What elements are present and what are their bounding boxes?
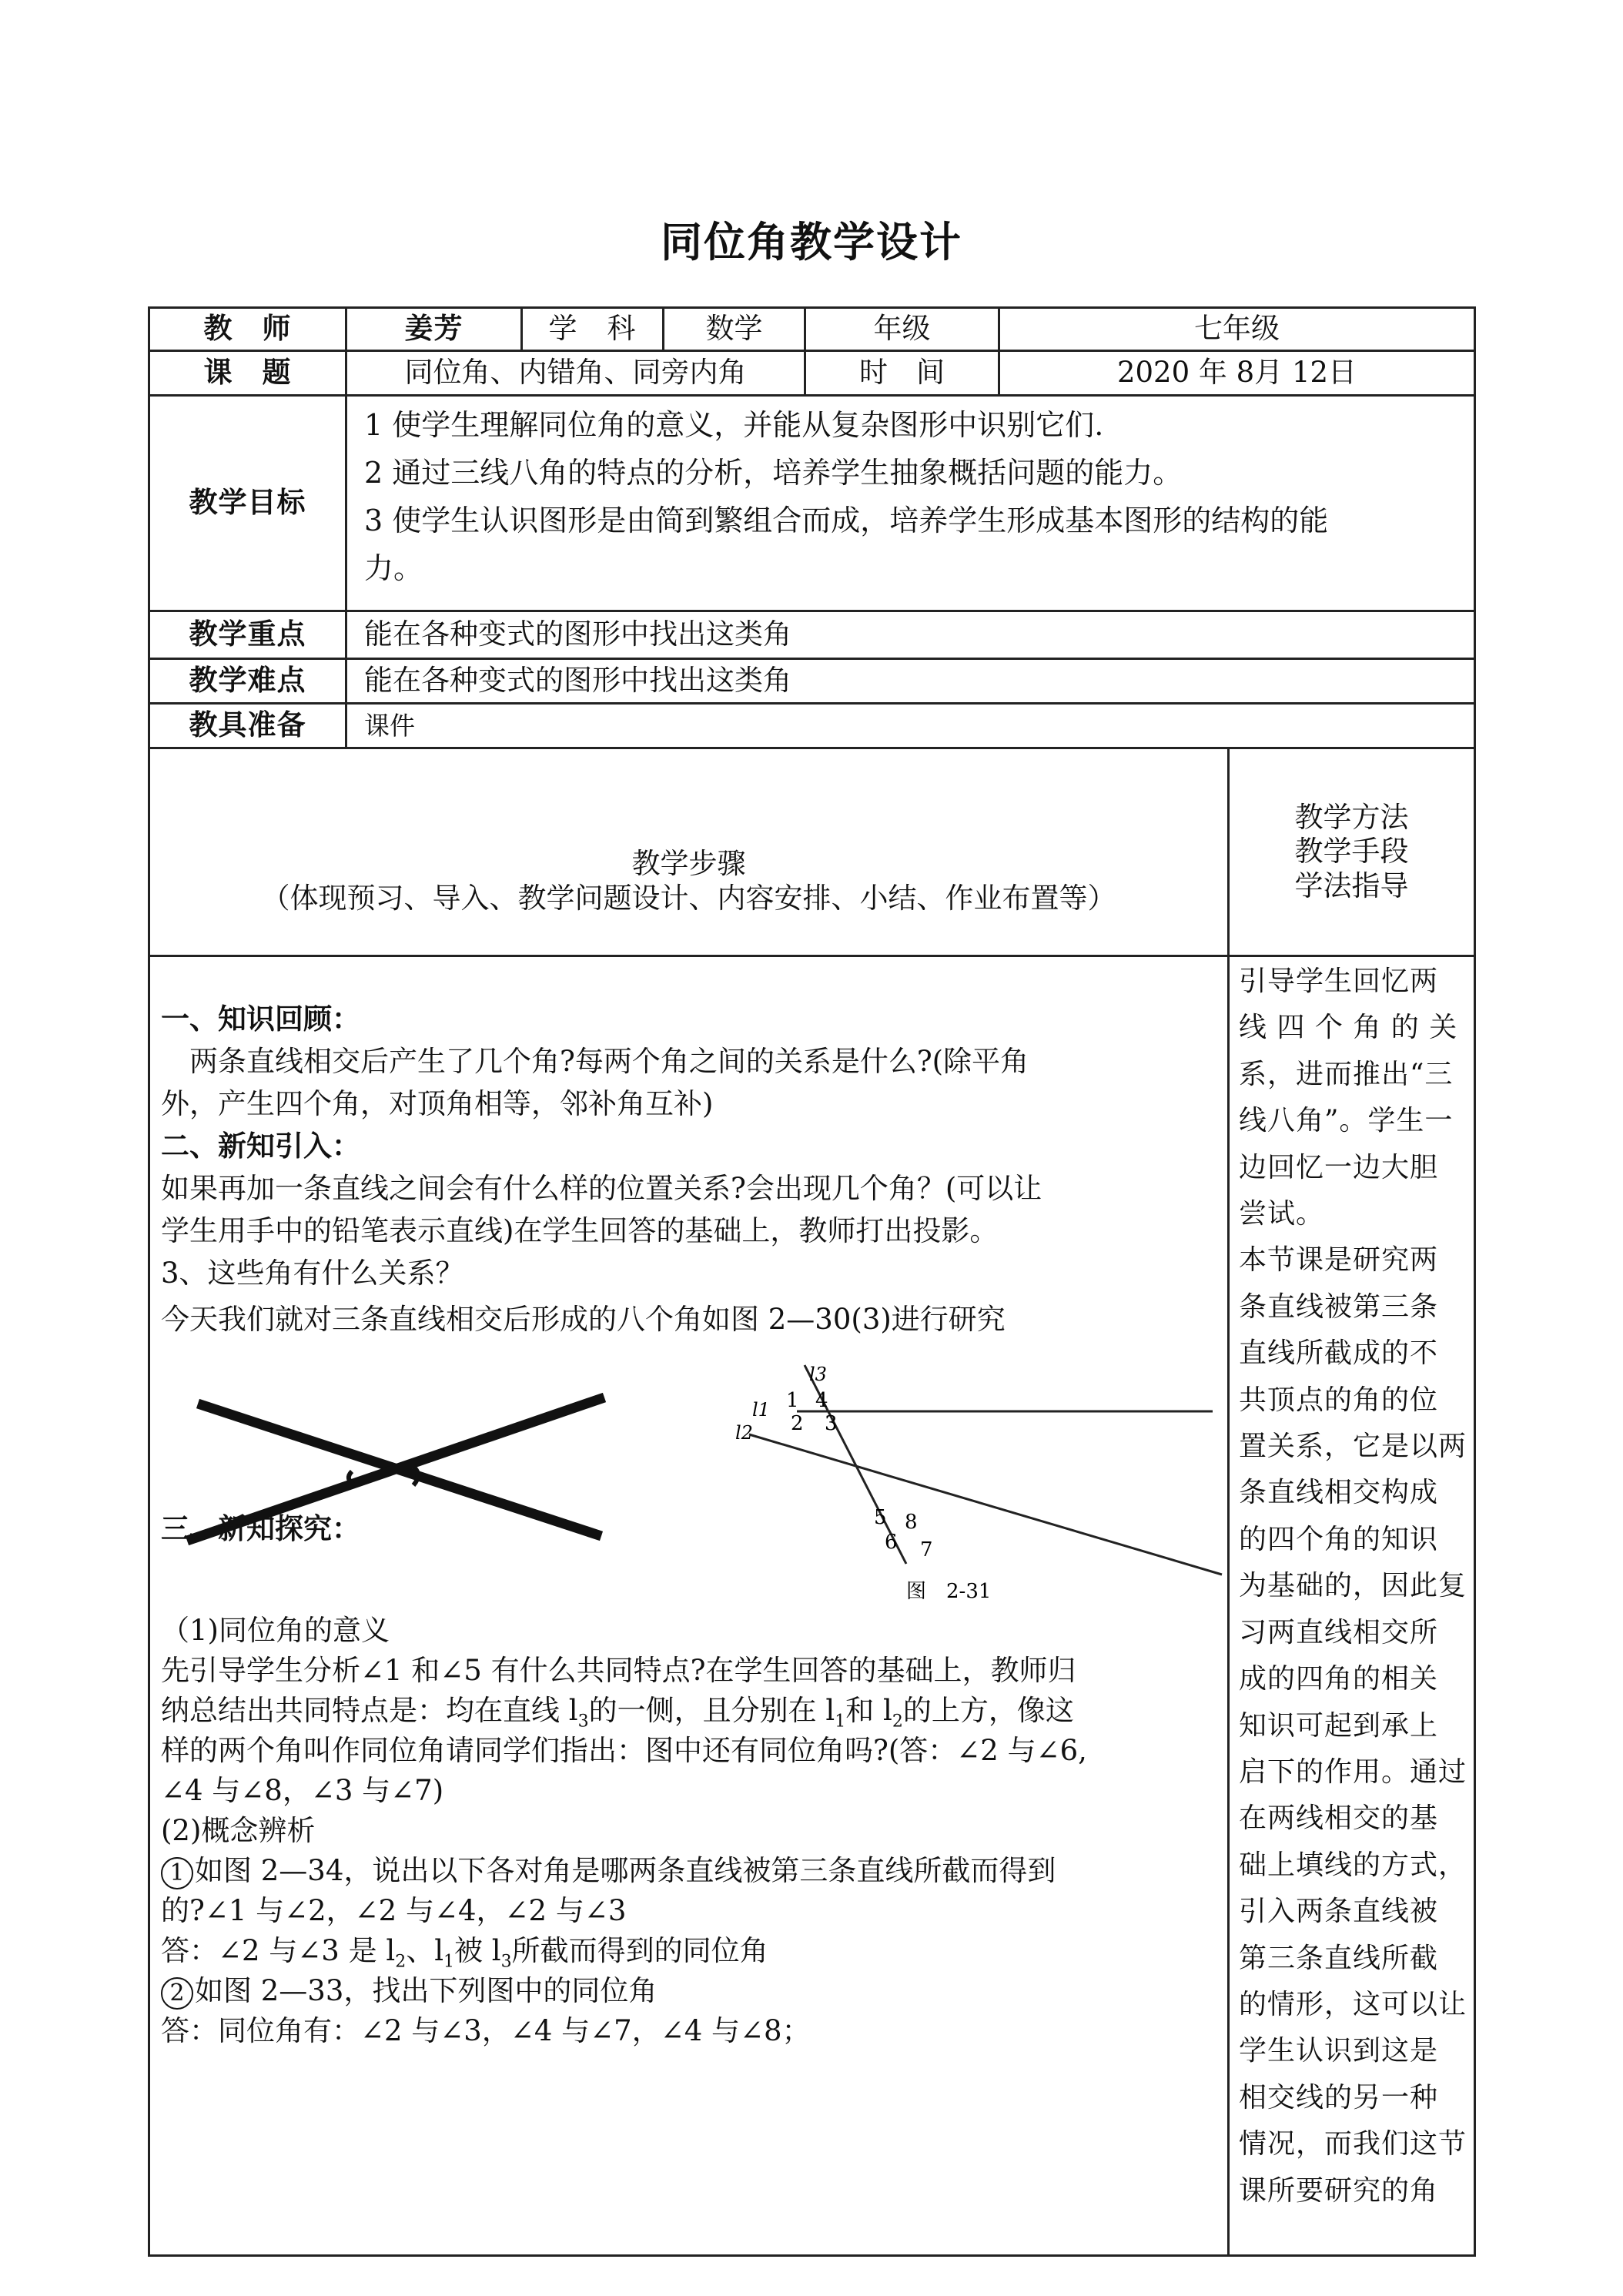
key-point-row (149, 611, 1475, 659)
time-value: 2020 年 8月 12日 (999, 351, 1475, 396)
side-note-line: 尝试。 (1239, 1198, 1325, 1230)
text-line: 先引导学生分析∠1 和∠5 有什么共同特点?在学生回答的基础上，教师归 (161, 1654, 1076, 1687)
goal-line: 力。 (364, 551, 423, 585)
side-note-line: 置关系，它是以两 (1239, 1431, 1467, 1463)
text-line: （1)同位角的意义 (161, 1614, 390, 1647)
steps-header (149, 748, 1229, 956)
teacher-label: 教 师 (149, 308, 346, 351)
figure-caption: 图 2-31 (906, 1580, 992, 1602)
text-line: (2)概念辨析 (161, 1814, 316, 1847)
difficulty-row (149, 659, 1475, 704)
time-label: 时 间 (805, 351, 999, 396)
topic-value: 同位角、内错角、同旁内角 (346, 351, 805, 396)
text-line: 1 如图 2—34，说出以下各对角是哪两条直线被第三条直线所截而得到 (161, 1853, 1215, 1889)
angle-label: 7 (920, 1538, 933, 1561)
side-note-line: 线 四 个 角 的 关 (1239, 1012, 1458, 1044)
side-note-line: 共顶点的角的位 (1239, 1384, 1439, 1416)
side-note-line: 直线所截成的不 (1239, 1337, 1439, 1370)
line-l2 (749, 1434, 1222, 1575)
side-note-line: 边回忆一边大胆 (1239, 1151, 1439, 1183)
goal-line: 3 使学生认识图形是由简到繁组合而成，培养学生形成基本图形的结构的能 (364, 504, 1329, 537)
text-line: 如果再加一条直线之间会有什么样的位置关系?会出现几个角？(可以让 (161, 1172, 1042, 1205)
side-note-line: 系，进而推出“三 (1239, 1058, 1454, 1090)
side-note-line: 条直线相交构成 (1239, 1477, 1439, 1509)
text-line: 2 如图 2—33，找出下列图中的同位角 (161, 1973, 1215, 2010)
label-l2: l2 (735, 1422, 753, 1444)
side-note-line: 习两直线相交所 (1239, 1616, 1439, 1648)
grade-label: 年级 (805, 308, 999, 351)
angle-label: 2 (791, 1412, 804, 1435)
side-note-line: 在两线相交的基 (1239, 1802, 1439, 1835)
key-point-label: 教学重点 (149, 611, 346, 659)
side-note-line: 成的四角的相关 (1239, 1663, 1439, 1695)
subject-value: 数学 (664, 308, 805, 351)
side-note-line: 情况，而我们这节 (1239, 2128, 1467, 2160)
side-note-line: 启下的作用。通过 (1239, 1755, 1467, 1788)
text-line: 的?∠1 与∠2，∠2 与∠4，∠2 与∠3 (161, 1894, 627, 1927)
side-notes-list (1239, 959, 1469, 2214)
text-line: 答：同位角有：∠2 与∠3，∠4 与∠7，∠4 与∠8； (161, 2014, 811, 2047)
materials-row (149, 704, 1475, 748)
topic-label: 课 题 (149, 351, 346, 396)
circled-number: 1 (161, 1857, 193, 1889)
steps-header-row (149, 748, 1475, 956)
steps-title: 教学步骤 (631, 847, 746, 881)
angle-label: 6 (885, 1531, 898, 1554)
header-row-1 (149, 308, 1475, 351)
side-note-line: 知识可起到承上 (1239, 1709, 1439, 1742)
teacher-name: 姜芳 (346, 308, 522, 351)
text-line: 样的两个角叫作同位角请同学们指出：图中还有同位角吗?(答：∠2 与∠6, (161, 1734, 1087, 1767)
side-note-line: 的情形，这可以让 (1239, 1988, 1467, 2020)
text-line: 外，产生四个角，对顶角相等，邻补角互补) (161, 1087, 714, 1120)
method-label: 教学手段 (1294, 835, 1409, 869)
side-note-line: 础上填线的方式， (1239, 1849, 1467, 1881)
three-lines-figure (735, 1364, 1243, 1602)
side-note-line: 的四个角的知识 (1239, 1523, 1439, 1555)
content-row (149, 956, 1475, 2256)
content-body (150, 957, 1227, 2047)
method-label: 教学方法 (1294, 800, 1409, 834)
section3-title: 三、新知探究： (161, 1512, 360, 1545)
goals-content (346, 396, 1475, 611)
text-line: 两条直线相交后产生了几个角?每两个角之间的关系是什么?(除平角 (161, 1045, 1029, 1078)
steps-subtitle: （体现预习、导入、教学问题设计、内容安排、小结、作业布置等） (261, 881, 1116, 915)
angle-label: 3 (825, 1412, 838, 1435)
side-note-line: 本节课是研究两 (1239, 1244, 1439, 1277)
side-note-line: 引入两条直线被 (1239, 1896, 1439, 1928)
text-line: 纳总结出共同特点是：均在直线 $l_3$的一侧，且分别在 $l_1$和 $l_2$的上方，像这 (161, 1694, 1074, 1732)
angle-label: 1 (786, 1389, 799, 1412)
circled-number: 2 (161, 1977, 193, 2010)
goals-label: 教学目标 (149, 396, 346, 611)
methods-header (1229, 748, 1475, 956)
label-l1: l1 (752, 1399, 770, 1421)
text-line: 今天我们就对三条直线相交后形成的八个角如图 2—30(3)进行研究 (161, 1303, 1006, 1336)
side-note-line: 第三条直线所截 (1239, 1942, 1439, 1974)
angle-label: 5 (874, 1506, 887, 1529)
side-note-line: 引导学生回忆两 (1239, 966, 1439, 997)
method-label: 学法指导 (1294, 869, 1409, 902)
page-title: 同位角教学设计 (661, 218, 962, 266)
side-note-line: 条直线被第三条 (1239, 1290, 1439, 1323)
angle-label: 8 (905, 1511, 918, 1534)
side-note-line: 学生认识到这是 (1239, 2035, 1439, 2067)
text-line: 答：∠2 与∠3 是 $l_2$、$l_1$被 $l_3$所截而得到的同位角 (161, 1934, 768, 1972)
key-point-value: 能在各种变式的图形中找出这类角 (346, 611, 1475, 659)
method-notes (1229, 956, 1475, 2256)
side-note-line: 课所要研究的角 (1239, 2174, 1439, 2207)
goal-line: 2 通过三线八角的特点的分析，培养学生抽象概括问题的能力。 (364, 456, 1183, 490)
side-note-line: 相交线的另一种 (1239, 2081, 1439, 2114)
label-l3: l3 (809, 1364, 827, 1385)
side-note-line: 线八角”。学生一 (1239, 1105, 1454, 1137)
grade-value: 七年级 (999, 308, 1475, 351)
difficulty-label: 教学难点 (149, 659, 346, 704)
text-line: 3、这些角有什么关系？ (161, 1257, 464, 1290)
angle-label: 4 (815, 1389, 828, 1412)
goals-row (149, 396, 1475, 611)
text-line: ∠4 与∠8，∠3 与∠7) (161, 1774, 444, 1807)
goal-line: 1 使学生理解同位角的意义，并能从复杂图形中识别它们. (364, 408, 1104, 442)
section2-title: 二、新知引入： (161, 1130, 360, 1163)
materials-value: 课件 (346, 704, 1475, 748)
lesson-plan-table (148, 306, 1476, 2257)
text-line: 学生用手中的铅笔表示直线)在学生回答的基础上，教师打出投影。 (161, 1214, 999, 1247)
subject-label: 学 科 (522, 308, 664, 351)
materials-label: 教具准备 (149, 704, 346, 748)
teaching-steps-content (149, 956, 1229, 2256)
section1-title: 一、知识回顾： (161, 1002, 360, 1036)
side-note-line: 为基础的，因此复 (1239, 1570, 1467, 1602)
difficulty-value: 能在各种变式的图形中找出这类角 (346, 659, 1475, 704)
header-row-2 (149, 351, 1475, 396)
